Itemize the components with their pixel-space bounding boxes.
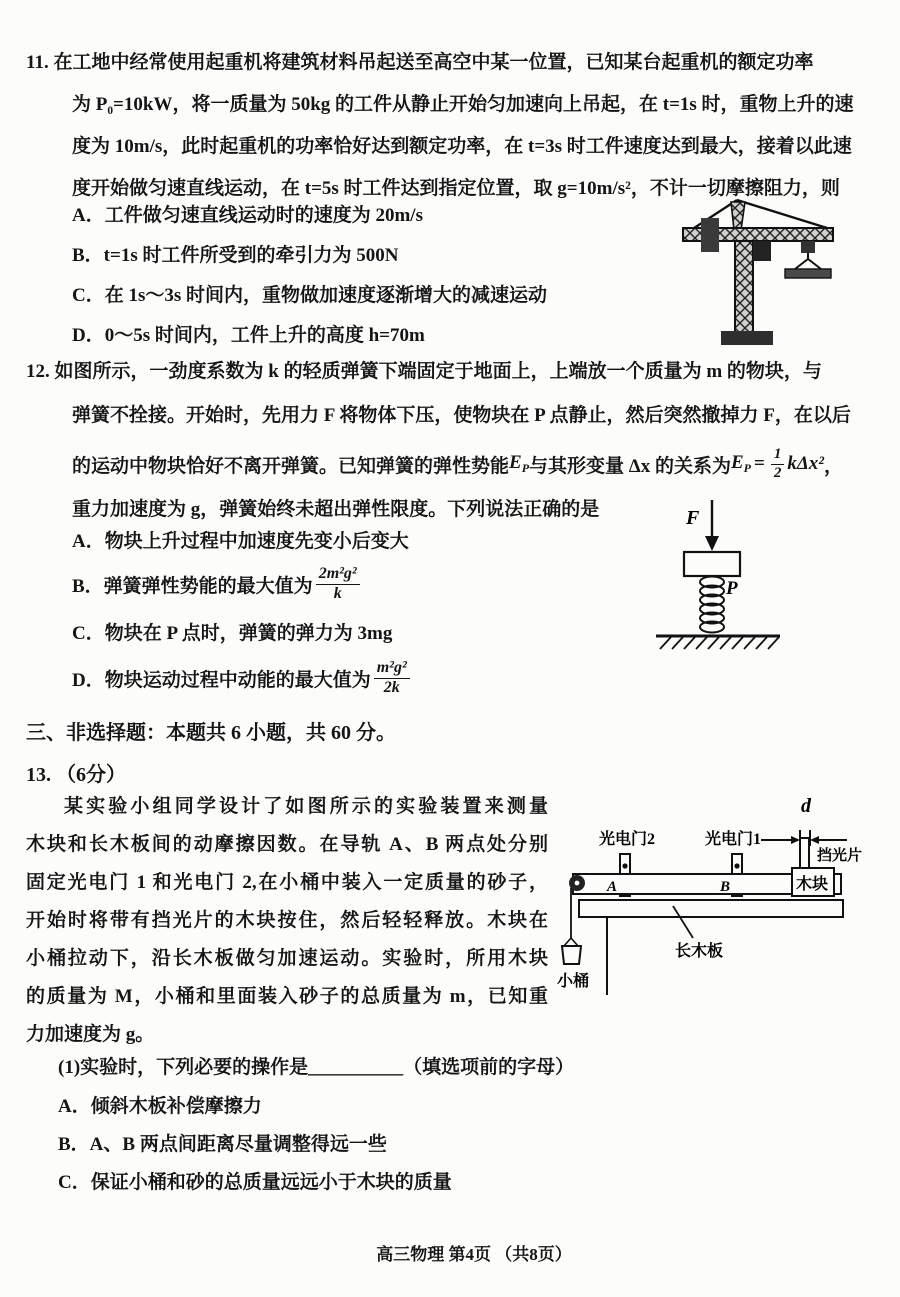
point-a-label: A [607, 879, 618, 895]
q12-option-d-text: D．物块运动过程中动能的最大值为 [72, 669, 371, 691]
q13-line-2: 木块和长木板间的动摩擦因数。在导轨 A、B 两点处分别 [26, 834, 548, 855]
bucket-label: 小桶 [557, 973, 590, 990]
q11-option-a: A．工件做匀速直线运动时的速度为 20m/s [72, 205, 423, 226]
bucket [562, 946, 581, 964]
ep-symbol: $E_P$ [509, 452, 530, 475]
q12-option-b-text: B．弹簧弹性势能的最大值为 [72, 575, 313, 597]
q12-line3-end: ， [823, 455, 843, 477]
q12-option-b-fraction: $\frac{\text{2m²g²}}{k}$ [316, 565, 360, 603]
q12-option-c: C．物块在 P 点时，弹簧的弹力为 3mg [72, 623, 393, 644]
point-b-label: B [720, 879, 731, 895]
pulley-axle [575, 881, 580, 886]
q13-line-5: 小桶拉动下，沿长木板做匀加速运动。实验时，所用木块 [26, 948, 548, 969]
wood-block-label: 木块 [796, 876, 829, 893]
q12-option-b [72, 558, 363, 610]
ep-symbol-2: $E_P$ [730, 452, 751, 475]
force-arrow-head [705, 536, 719, 551]
photogate-1-sensor [734, 863, 739, 868]
equals-sign: = [754, 453, 765, 474]
light-strip-label: 挡光片 [817, 848, 863, 864]
q12-line-3 [26, 438, 886, 490]
q12-line-1: 12. 如图所示，一劲度系数为 k 的轻质弹簧下端固定于地面上，上端放一个质量为 m 的物块，与 [26, 361, 822, 382]
q13-line-7: 力加速度为 g。 [26, 1024, 155, 1045]
q12-line-2: 弹簧不拴接。开始时，先用力 F 将物体下压，使物块在 P 点静止，然后突然撤掉力 F，在以后 [72, 405, 851, 426]
crane-load [785, 269, 831, 278]
crane-hook-sling [795, 253, 821, 269]
q12-option-d [72, 650, 413, 706]
q12-line-4: 重力加速度为 g，弹簧始终未超出弹性限度。下列说法正确的是 [72, 499, 600, 520]
photogate-1-label: 光电门1 [705, 831, 762, 848]
ground-hatching [660, 637, 779, 649]
force-label: F [686, 507, 700, 529]
q11-line-2: 为 P₀=10kW，将一质量为 50kg 的工件从静止开始匀加速向上吊起，在 t=1s 时，重物上升的速 [72, 94, 854, 115]
q13-line-4: 开始时将带有挡光片的木块按住，然后轻轻释放。木块在 [26, 910, 548, 931]
crane-base [721, 331, 773, 345]
point-p-label: P [726, 578, 738, 599]
q13-part1: (1)实验时，下列必要的操作是__________（填选项前的字母） [58, 1057, 575, 1078]
crane-tower-top [731, 202, 745, 230]
q13-line-6: 的质量为 M，小桶和里面装入砂子的总质量为 m，已知重 [26, 986, 548, 1007]
d-arrow-left-head [791, 836, 800, 844]
q11-line-3: 度为 10m/s，此时起重机的功率恰好达到额定功率，在 t=3s 时工件速度达到最大，接着以此速 [72, 136, 852, 157]
q13-options [58, 1088, 452, 1202]
q11-line-4: 度开始做匀速直线运动，在 t=5s 时工件达到指定位置，取 g=10m/s²，不计一切摩擦阻力，则 [72, 178, 840, 199]
bucket-handle [564, 938, 578, 946]
half-fraction: $\frac{1}{2}$ [771, 446, 785, 482]
q11-option-d: D．0～5s 时间内，工件上升的高度 h=70m [72, 325, 425, 346]
crane-counterweight [701, 218, 719, 252]
crane-mast [735, 241, 753, 333]
crane-cab [753, 241, 771, 261]
q12-option-a: A．物块上升过程中加速度先变小后变大 [72, 531, 409, 552]
photogate-2-label: 光电门2 [599, 831, 656, 848]
experiment-figure [545, 788, 900, 1013]
long-plank [579, 900, 843, 917]
q11-line-1: 11. 在工地中经常使用起重机将建筑材料吊起送至高空中某一位置，已知某台起重机的额定功率 [26, 52, 814, 73]
crane-trolley [801, 241, 815, 253]
photogate-2-sensor [622, 863, 627, 868]
q13-line-3: 固定光电门 1 和光电门 2,在小桶中装入一定质量的砂子， [26, 872, 548, 893]
q11-option-c: C．在 1s～3s 时间内，重物做加速度逐渐增大的减速运动 [72, 285, 548, 306]
q11-options [72, 196, 547, 356]
d-arrow-right-head [810, 836, 819, 844]
q13-paragraph [26, 788, 548, 1054]
q13-number: 13. （6分） [26, 764, 126, 786]
spring-figure [648, 494, 788, 654]
question-11 [26, 42, 882, 210]
q11-option-b: B．t=1s 时工件所受到的牵引力为 500N [72, 245, 399, 266]
section-3-heading: 三、非选择题：本题共 6 小题，共 60 分。 [26, 722, 396, 744]
q12-line3-pre: 的运动中物块恰好不离开弹簧。已知弹簧的弹性势能 [72, 455, 510, 477]
q13-option-c: C．保证小桶和砂的总质量远远小于木块的质量 [58, 1172, 452, 1193]
d-label: d [801, 795, 811, 817]
q13-option-b: B．A、B 两点间距离尽量调整得远一些 [58, 1134, 387, 1155]
q12-line3-tail: kΔx² [787, 453, 824, 474]
page-footer: 高三物理 第4页 （共8页） [376, 1245, 572, 1264]
q12-option-d-fraction: $\frac{\text{m²g²}}{2k}$ [374, 659, 410, 697]
block [684, 552, 740, 576]
q12-line3-mid: 与其形变量 Δx 的关系为 [529, 455, 731, 477]
q13-line-1: 某实验小组同学设计了如图所示的实验装置来测量 [64, 796, 548, 817]
long-plank-label: 长木板 [675, 943, 724, 960]
crane-figure [655, 188, 895, 348]
q13-option-a: A．倾斜木板补偿摩擦力 [58, 1096, 262, 1117]
